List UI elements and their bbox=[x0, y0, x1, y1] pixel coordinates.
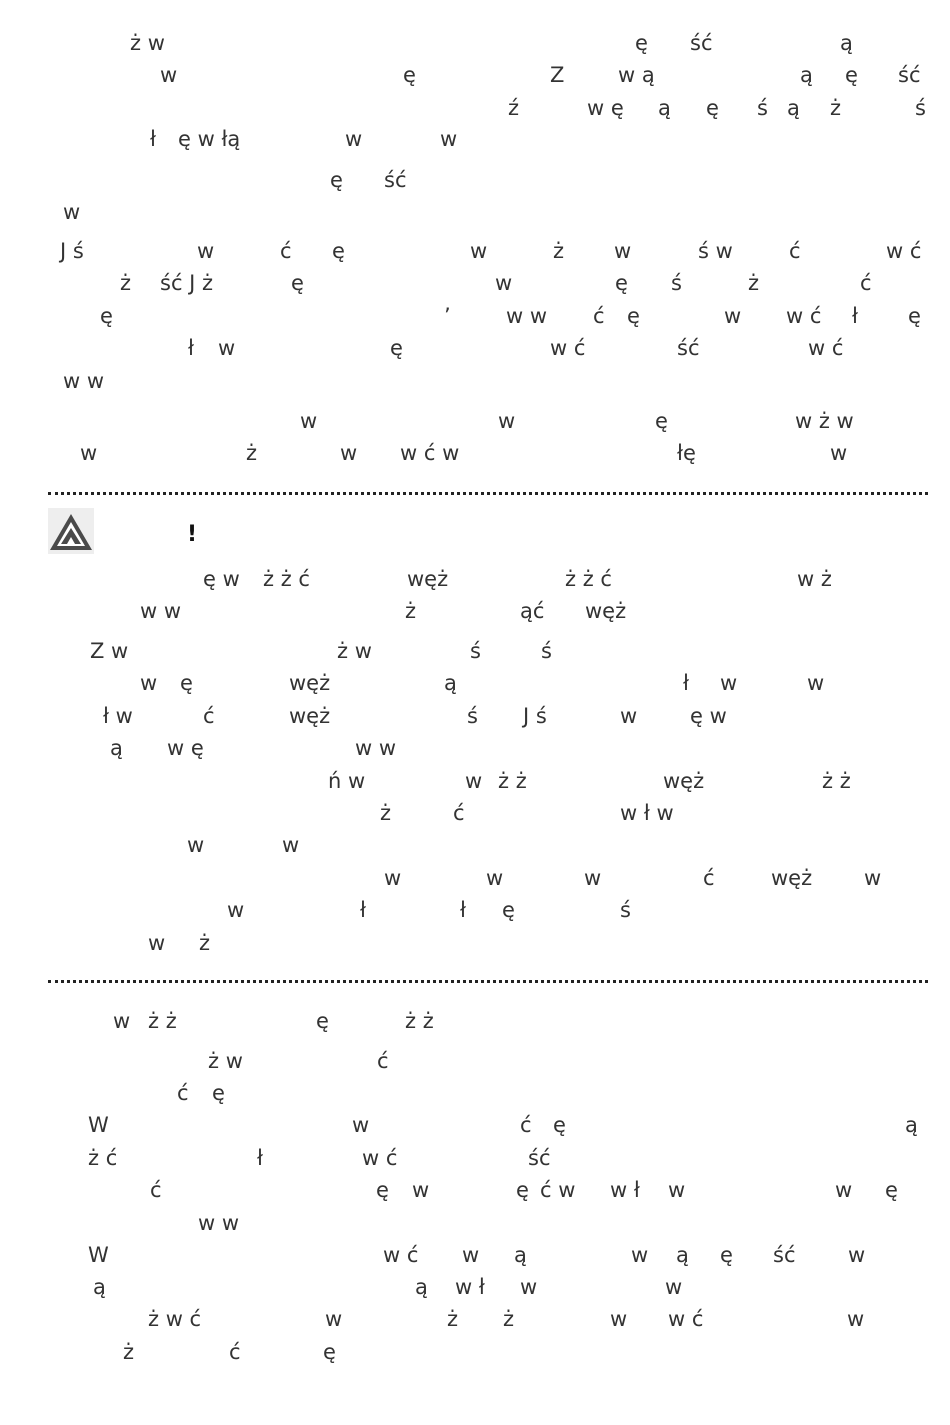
text-fragment: w bbox=[197, 239, 215, 263]
text-fragment: ż bbox=[447, 1307, 459, 1331]
text-fragment: w ł bbox=[610, 1178, 640, 1202]
text-fragment: ’ bbox=[444, 304, 451, 328]
text-fragment: ść J ż bbox=[160, 271, 214, 295]
text-fragment: ż bbox=[405, 599, 417, 623]
text-fragment: ą bbox=[514, 1243, 527, 1267]
text-fragment: w bbox=[830, 441, 848, 465]
text-fragment: węż bbox=[289, 704, 331, 728]
text-fragment: ż bbox=[246, 441, 258, 465]
text-fragment: ż bbox=[553, 239, 565, 263]
text-fragment: ż ż bbox=[498, 769, 527, 793]
text-fragment: w bbox=[300, 409, 318, 433]
text-fragment: w bbox=[325, 1307, 343, 1331]
text-fragment: ść bbox=[690, 31, 713, 55]
text-line bbox=[0, 366, 950, 396]
text-fragment: ż ć bbox=[88, 1146, 118, 1170]
text-fragment: w bbox=[614, 239, 632, 263]
text-fragment: ę w łą bbox=[178, 127, 241, 151]
text-fragment: ż bbox=[120, 271, 132, 295]
text-fragment: ś w bbox=[698, 239, 733, 263]
text-fragment: w ć bbox=[886, 239, 922, 263]
text-fragment: w bbox=[807, 671, 825, 695]
text-fragment: ś bbox=[757, 96, 768, 120]
text-line bbox=[0, 124, 950, 154]
text-line bbox=[0, 236, 950, 266]
text-fragment: w bbox=[345, 127, 363, 151]
text-fragment: ż bbox=[830, 96, 842, 120]
text-fragment: w bbox=[352, 1113, 370, 1137]
text-fragment: w w bbox=[355, 736, 397, 760]
text-line bbox=[0, 93, 950, 123]
text-fragment: węż bbox=[663, 769, 705, 793]
text-fragment: ę bbox=[323, 1340, 336, 1364]
text-fragment: ż bbox=[199, 931, 211, 955]
text-fragment: w bbox=[462, 1243, 480, 1267]
text-line bbox=[0, 596, 950, 626]
text-fragment: w bbox=[848, 1243, 866, 1267]
text-fragment: ś bbox=[470, 639, 481, 663]
text-fragment: W bbox=[88, 1113, 109, 1137]
text-line bbox=[0, 1272, 950, 1302]
text-line bbox=[0, 1208, 950, 1238]
text-fragment: ę bbox=[376, 1178, 389, 1202]
text-fragment: ń w bbox=[328, 769, 366, 793]
text-fragment: ż bbox=[380, 801, 392, 825]
text-fragment: węż bbox=[771, 866, 813, 890]
text-line bbox=[0, 636, 950, 666]
text-fragment: w bbox=[610, 1307, 628, 1331]
text-fragment: w bbox=[113, 1009, 131, 1033]
text-fragment: ę bbox=[390, 336, 403, 360]
text-fragment: ć bbox=[520, 1113, 532, 1137]
text-fragment: ę bbox=[845, 63, 858, 87]
text-fragment: ć bbox=[453, 801, 465, 825]
text-fragment: ę bbox=[885, 1178, 898, 1202]
text-fragment: ę bbox=[332, 239, 345, 263]
text-fragment: w bbox=[187, 833, 205, 857]
text-line bbox=[0, 406, 950, 436]
text-fragment: ć bbox=[593, 304, 605, 328]
text-fragment: w bbox=[412, 1178, 430, 1202]
text-fragment: w bbox=[470, 239, 488, 263]
text-fragment: ć bbox=[377, 1049, 389, 1073]
text-fragment: ą bbox=[787, 96, 800, 120]
dotted-divider bbox=[48, 492, 928, 495]
text-fragment: w bbox=[282, 833, 300, 857]
text-fragment: ż ż ć bbox=[565, 567, 612, 591]
text-line bbox=[0, 1046, 950, 1076]
text-fragment: ę bbox=[615, 271, 628, 295]
text-fragment: ę bbox=[100, 304, 113, 328]
text-fragment: ć bbox=[280, 239, 292, 263]
text-fragment: w bbox=[160, 63, 178, 87]
text-fragment: ę bbox=[180, 671, 193, 695]
text-line bbox=[0, 1078, 950, 1108]
text-line bbox=[0, 28, 950, 58]
text-fragment: ę bbox=[655, 409, 668, 433]
text-fragment: w ę bbox=[587, 96, 624, 120]
text-fragment: ść bbox=[677, 336, 700, 360]
text-fragment: ą bbox=[840, 31, 853, 55]
text-fragment: w ć bbox=[786, 304, 822, 328]
text-fragment: ż w bbox=[208, 1049, 243, 1073]
text-line bbox=[0, 564, 950, 594]
text-fragment: w bbox=[520, 1275, 538, 1299]
text-fragment: ł bbox=[257, 1146, 263, 1170]
text-fragment: ś bbox=[541, 639, 552, 663]
text-line bbox=[0, 733, 950, 763]
text-line bbox=[0, 165, 950, 195]
text-fragment: w w bbox=[140, 599, 182, 623]
text-fragment: ź bbox=[508, 96, 520, 120]
text-fragment: ł bbox=[150, 127, 156, 151]
text-fragment: ą bbox=[415, 1275, 428, 1299]
text-fragment: ś bbox=[467, 704, 478, 728]
text-fragment: ć bbox=[789, 239, 801, 263]
text-fragment: w bbox=[498, 409, 516, 433]
text-line bbox=[0, 60, 950, 90]
text-fragment: w bbox=[384, 866, 402, 890]
text-line bbox=[0, 1240, 950, 1270]
text-fragment: w ę bbox=[167, 736, 204, 760]
text-fragment: w bbox=[720, 671, 738, 695]
text-fragment: ą bbox=[658, 96, 671, 120]
text-fragment: w bbox=[440, 127, 458, 151]
text-line bbox=[0, 197, 950, 227]
text-fragment: ę bbox=[635, 31, 648, 55]
text-fragment: ś bbox=[915, 96, 926, 120]
text-fragment: ą bbox=[110, 736, 123, 760]
text-fragment: w ż bbox=[797, 567, 832, 591]
text-fragment: ę w bbox=[203, 567, 240, 591]
text-fragment: węż bbox=[289, 671, 331, 695]
text-fragment: ć bbox=[703, 866, 715, 890]
text-line bbox=[0, 1110, 950, 1140]
text-line bbox=[0, 798, 950, 828]
text-fragment: w bbox=[140, 671, 158, 695]
text-fragment: ę bbox=[403, 63, 416, 87]
text-line bbox=[0, 863, 950, 893]
text-fragment: ż w bbox=[130, 31, 165, 55]
text-fragment: ę bbox=[330, 168, 343, 192]
text-fragment: łę bbox=[677, 441, 696, 465]
text-fragment: w ą bbox=[618, 63, 655, 87]
text-fragment: w bbox=[631, 1243, 649, 1267]
text-fragment: ś bbox=[620, 898, 631, 922]
text-fragment: ż ż bbox=[822, 769, 851, 793]
warning-mark: ! bbox=[187, 522, 198, 547]
text-fragment: ąć bbox=[520, 599, 545, 623]
text-fragment: ł w bbox=[103, 704, 133, 728]
text-fragment: ą bbox=[93, 1275, 106, 1299]
text-fragment: w bbox=[465, 769, 483, 793]
text-fragment: ł bbox=[360, 898, 366, 922]
text-fragment: w bbox=[620, 704, 638, 728]
text-fragment: ę bbox=[516, 1178, 529, 1202]
text-fragment: w bbox=[148, 931, 166, 955]
text-fragment: ść bbox=[898, 63, 921, 87]
text-fragment: ę bbox=[553, 1113, 566, 1137]
text-fragment: w ć bbox=[362, 1146, 398, 1170]
text-fragment: w ł bbox=[455, 1275, 485, 1299]
text-fragment: J ś bbox=[60, 239, 84, 263]
text-fragment: ł bbox=[852, 304, 858, 328]
text-line bbox=[0, 1337, 950, 1367]
text-line bbox=[0, 1006, 950, 1036]
text-fragment: ć w bbox=[540, 1178, 576, 1202]
text-fragment: ż ż ć bbox=[263, 567, 310, 591]
text-fragment: w bbox=[584, 866, 602, 890]
text-fragment: w bbox=[218, 336, 236, 360]
text-fragment: ą bbox=[676, 1243, 689, 1267]
text-fragment: ę bbox=[316, 1009, 329, 1033]
text-fragment: ż w ć bbox=[148, 1307, 202, 1331]
text-fragment: ą bbox=[800, 63, 813, 87]
text-line bbox=[0, 268, 950, 298]
text-fragment: ż bbox=[503, 1307, 515, 1331]
text-fragment: ż w bbox=[337, 639, 372, 663]
text-fragment: ę w bbox=[690, 704, 727, 728]
text-fragment: w ć bbox=[383, 1243, 419, 1267]
text-fragment: ł bbox=[188, 336, 194, 360]
text-fragment: węż bbox=[585, 599, 627, 623]
text-fragment: w bbox=[340, 441, 358, 465]
text-fragment: w bbox=[668, 1178, 686, 1202]
text-fragment: w bbox=[724, 304, 742, 328]
text-line bbox=[0, 1143, 950, 1173]
text-fragment: ż ż bbox=[405, 1009, 434, 1033]
text-line bbox=[0, 438, 950, 468]
text-line bbox=[0, 1175, 950, 1205]
text-fragment: ć bbox=[860, 271, 872, 295]
text-fragment: w w bbox=[63, 369, 105, 393]
text-fragment: ł bbox=[683, 671, 689, 695]
text-fragment: ść bbox=[773, 1243, 796, 1267]
text-fragment: J ś bbox=[523, 704, 547, 728]
text-fragment: w ć w bbox=[400, 441, 460, 465]
text-fragment: ś bbox=[671, 271, 682, 295]
text-line bbox=[0, 668, 950, 698]
text-fragment: w bbox=[227, 898, 245, 922]
text-fragment: ść bbox=[384, 168, 407, 192]
text-fragment: ż bbox=[748, 271, 760, 295]
text-fragment: węż bbox=[407, 567, 449, 591]
text-fragment: ż bbox=[123, 1340, 135, 1364]
text-fragment: Z w bbox=[90, 639, 129, 663]
text-fragment: ą bbox=[905, 1113, 918, 1137]
text-fragment: w ć bbox=[668, 1307, 704, 1331]
text-fragment: ę bbox=[291, 271, 304, 295]
text-fragment: w bbox=[63, 200, 81, 224]
text-fragment: w ć bbox=[808, 336, 844, 360]
text-fragment: w bbox=[486, 866, 504, 890]
text-fragment: w bbox=[495, 271, 513, 295]
text-fragment: w bbox=[864, 866, 882, 890]
text-fragment: W bbox=[88, 1243, 109, 1267]
text-fragment: ę bbox=[706, 96, 719, 120]
text-fragment: ą bbox=[444, 671, 457, 695]
text-fragment: ć bbox=[203, 704, 215, 728]
text-fragment: ć bbox=[229, 1340, 241, 1364]
text-fragment: w bbox=[80, 441, 98, 465]
text-fragment: w ż w bbox=[795, 409, 854, 433]
text-line bbox=[0, 766, 950, 796]
text-fragment: ę bbox=[908, 304, 921, 328]
dotted-divider bbox=[48, 980, 928, 983]
text-fragment: ż ż bbox=[148, 1009, 177, 1033]
text-fragment: ć bbox=[177, 1081, 189, 1105]
text-fragment: w bbox=[847, 1307, 865, 1331]
text-fragment: ę bbox=[720, 1243, 733, 1267]
text-fragment: ę bbox=[627, 304, 640, 328]
text-fragment: w ł w bbox=[620, 801, 674, 825]
text-fragment: w w bbox=[198, 1211, 240, 1235]
text-fragment: Z bbox=[550, 63, 565, 87]
text-fragment: ć bbox=[150, 1178, 162, 1202]
text-fragment: w bbox=[835, 1178, 853, 1202]
text-fragment: w ć bbox=[550, 336, 586, 360]
text-line bbox=[0, 701, 950, 731]
text-fragment: ł bbox=[460, 898, 466, 922]
text-line bbox=[0, 333, 950, 363]
text-line bbox=[0, 895, 950, 925]
text-line bbox=[0, 301, 950, 331]
warning-icon bbox=[48, 508, 94, 554]
text-fragment: w w bbox=[506, 304, 548, 328]
text-fragment: ę bbox=[502, 898, 515, 922]
text-line bbox=[0, 830, 950, 860]
text-fragment: ę bbox=[212, 1081, 225, 1105]
text-fragment: ść bbox=[528, 1146, 551, 1170]
text-line bbox=[0, 928, 950, 958]
text-line bbox=[0, 1304, 950, 1334]
text-fragment: w bbox=[665, 1275, 683, 1299]
